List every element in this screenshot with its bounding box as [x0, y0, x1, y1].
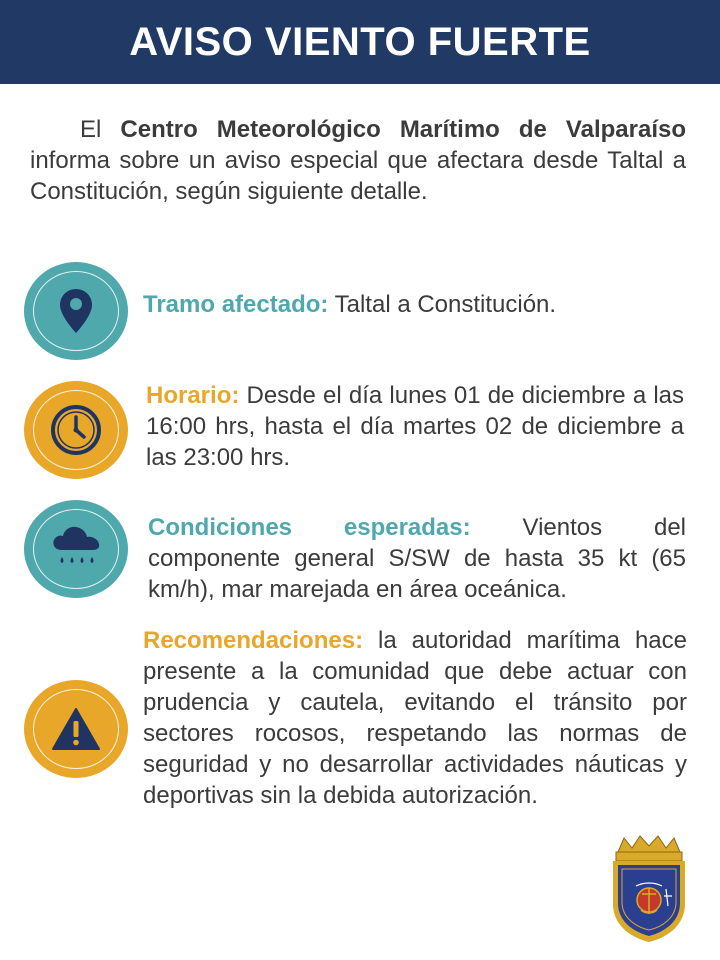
item-condiciones [148, 512, 686, 605]
intro-paragraph [30, 114, 686, 207]
page-title: AVISO VIENTO FUERTE [129, 19, 591, 64]
item-text: la autoridad marítima hace presente a la comunidad que debe actuar con prudencia y cautela, evitando el tránsito por sectores rocosos, respetando las normas de seguridad y no desarrollar actividades náuticas y deportivas sin la debida autorización. [143, 627, 687, 809]
location-pin-icon [59, 288, 93, 334]
rain-cloud-icon [50, 524, 102, 574]
intro-rest: informa sobre un aviso especial que afectara desde Taltal a Constitución, según siguiente detalle. [30, 147, 686, 205]
clock-circle [24, 381, 128, 479]
item-label: Horario: [146, 382, 240, 409]
location-circle [24, 262, 128, 360]
item-text: Desde el día lunes 01 de diciembre a las 16:00 hrs, hasta el día martes 02 de diciembre a las 23:00 hrs. [146, 382, 684, 471]
intro-entity: Centro Meteorológico Marítimo de Valparaíso [120, 116, 686, 143]
item-recomendaciones [143, 625, 687, 811]
item-text: Taltal a Constitución. [328, 291, 557, 318]
item-label: Condiciones esperadas: [148, 514, 471, 541]
item-text: Vientos del componente general S/SW de hasta 35 kt (65 km/h), mar marejada en área oceánica. [148, 514, 687, 603]
item-label: Recomendaciones: [143, 627, 364, 654]
item-tramo [143, 289, 691, 320]
item-horario [146, 380, 684, 473]
armada-emblem-logo [608, 834, 690, 944]
clock-icon [50, 404, 102, 456]
header-banner [0, 0, 720, 84]
warning-icon [51, 707, 101, 751]
rain-circle [24, 500, 128, 598]
warning-circle [24, 680, 128, 778]
intro-prefix: El [80, 116, 121, 143]
item-label: Tramo afectado: [143, 291, 329, 318]
